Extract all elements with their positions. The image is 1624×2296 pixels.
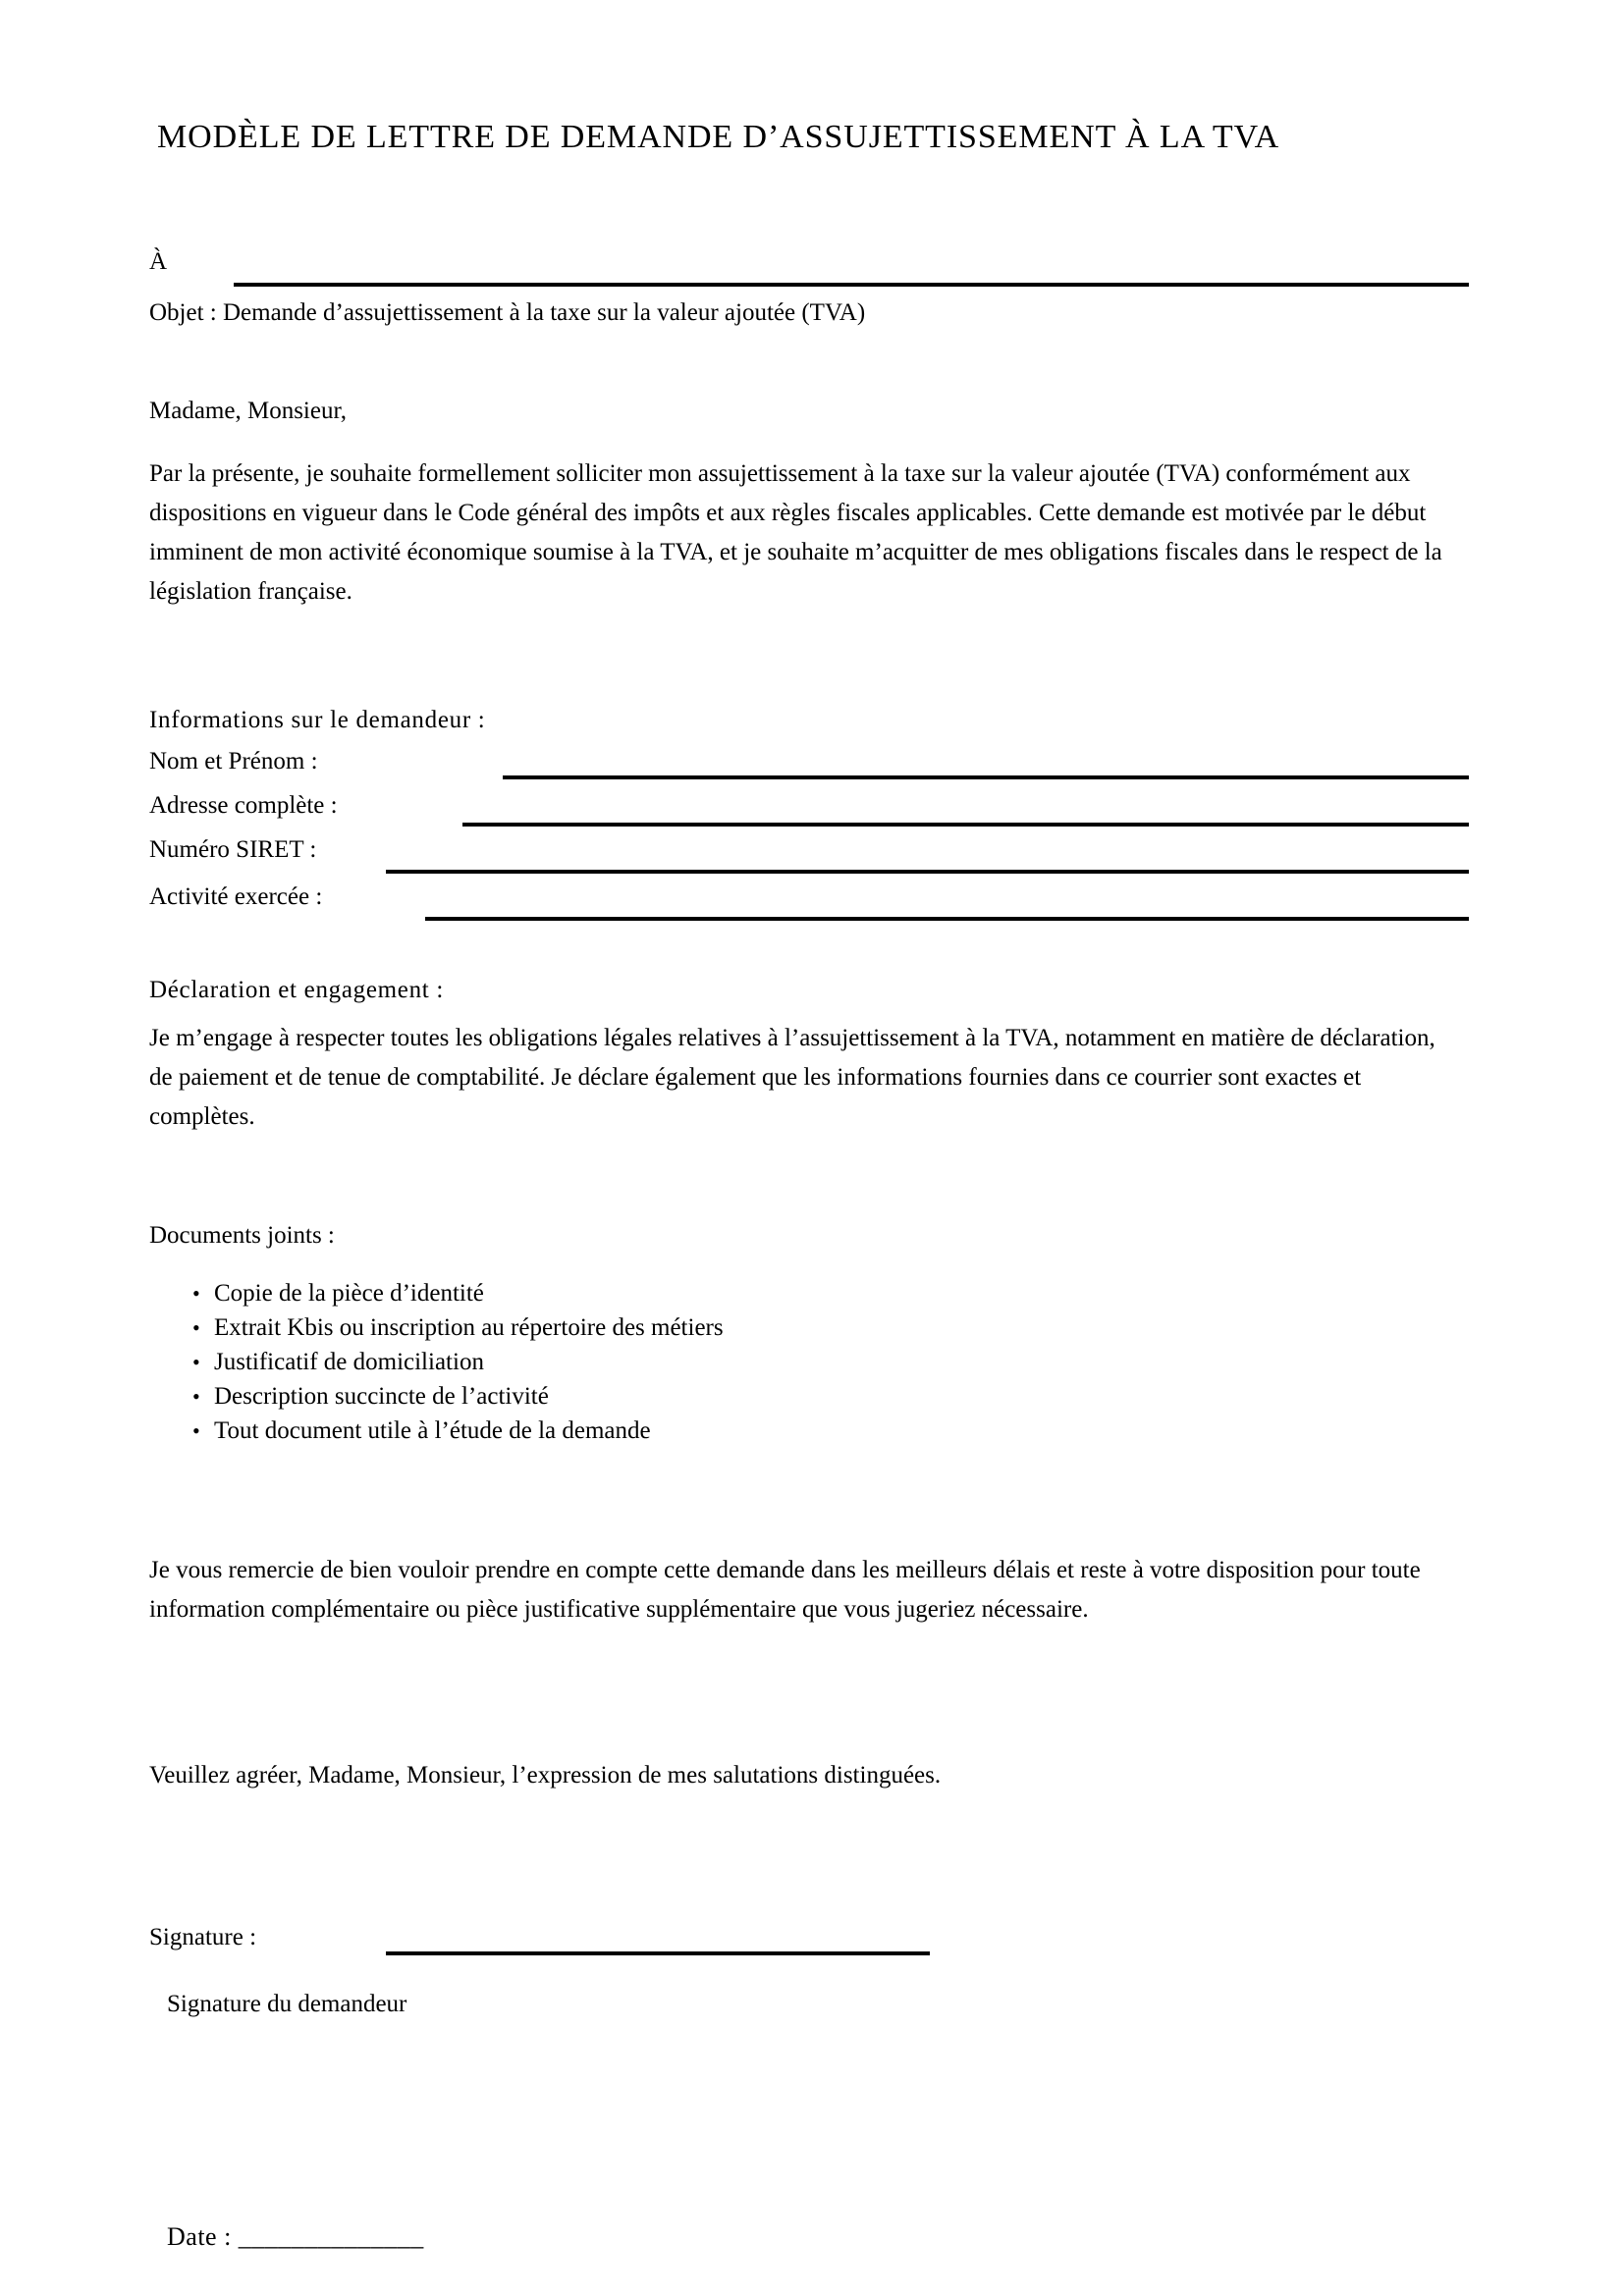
documents-section-heading: Documents joints :: [149, 1222, 335, 1249]
documents-list: [192, 1276, 1371, 1448]
field-label-siret: Numéro SIRET :: [149, 836, 317, 863]
list-item: • Extrait Kbis ou inscription au répertoire des métiers: [192, 1310, 1371, 1345]
recipient-input-rule[interactable]: [234, 283, 1469, 287]
signature-caption: Signature du demandeur: [167, 1991, 407, 2017]
list-item: • Description succincte de l’activité: [192, 1379, 1371, 1414]
intro-paragraph: Par la présente, je souhaite formellement solliciter mon assujettissement à la taxe sur la valeur ajoutée (TVA) conformément aux dispositions en vigueur dans le Code général des impôts et aux règles fiscales applicables. Cette demande est motivée par le début imminent de mon activité économique soumise à la TVA, et je souhaite m’acquitter de mes obligations fiscales dans le respect de la législation française.: [149, 460, 1442, 605]
list-item: • Justificatif de domiciliation: [192, 1345, 1371, 1379]
field-input-activite[interactable]: [425, 917, 1469, 921]
page-title: MODÈLE DE LETTRE DE DEMANDE D’ASSUJETTISSEMENT À LA TVA: [157, 119, 1280, 155]
valediction: Veuillez agréer, Madame, Monsieur, l’expression de mes salutations distinguées.: [149, 1762, 942, 1789]
signature-input-rule[interactable]: [386, 1951, 930, 1955]
signature-label: Signature :: [149, 1924, 257, 1950]
field-label-adresse: Adresse complète :: [149, 792, 338, 819]
declaration-body: Je m’engage à respecter toutes les obligations légales relatives à l’assujettissement à la TVA, notamment en matière de déclaration, de paiement et de tenue de comptabilité. Je déclare également que les informations fournies dans ce courrier sont exactes et complètes.: [149, 1025, 1435, 1130]
field-input-nom-prenom[interactable]: [503, 775, 1469, 779]
recipient-label: À: [149, 248, 168, 275]
field-input-adresse[interactable]: [462, 823, 1469, 827]
declaration-section-heading: Déclaration et engagement :: [149, 977, 445, 1003]
field-input-siret[interactable]: [386, 870, 1469, 874]
date-line[interactable]: Date : ______________: [167, 2222, 424, 2251]
closing-paragraph: Je vous remercie de bien vouloir prendre en compte cette demande dans les meilleurs délais et reste à votre disposition pour toute information complémentaire ou pièce justificative supplémentaire que vous jugeriez nécessaire.: [149, 1557, 1421, 1623]
subject-line: Objet : Demande d’assujettissement à la taxe sur la valeur ajoutée (TVA): [149, 299, 866, 326]
list-item: • Copie de la pièce d’identité: [192, 1276, 1371, 1310]
salutation: Madame, Monsieur,: [149, 398, 348, 424]
field-label-nom-prenom: Nom et Prénom :: [149, 748, 318, 774]
list-item: • Tout document utile à l’étude de la demande: [192, 1414, 1371, 1448]
field-label-activite: Activité exercée :: [149, 883, 323, 910]
applicant-section-heading: Informations sur le demandeur :: [149, 707, 486, 733]
